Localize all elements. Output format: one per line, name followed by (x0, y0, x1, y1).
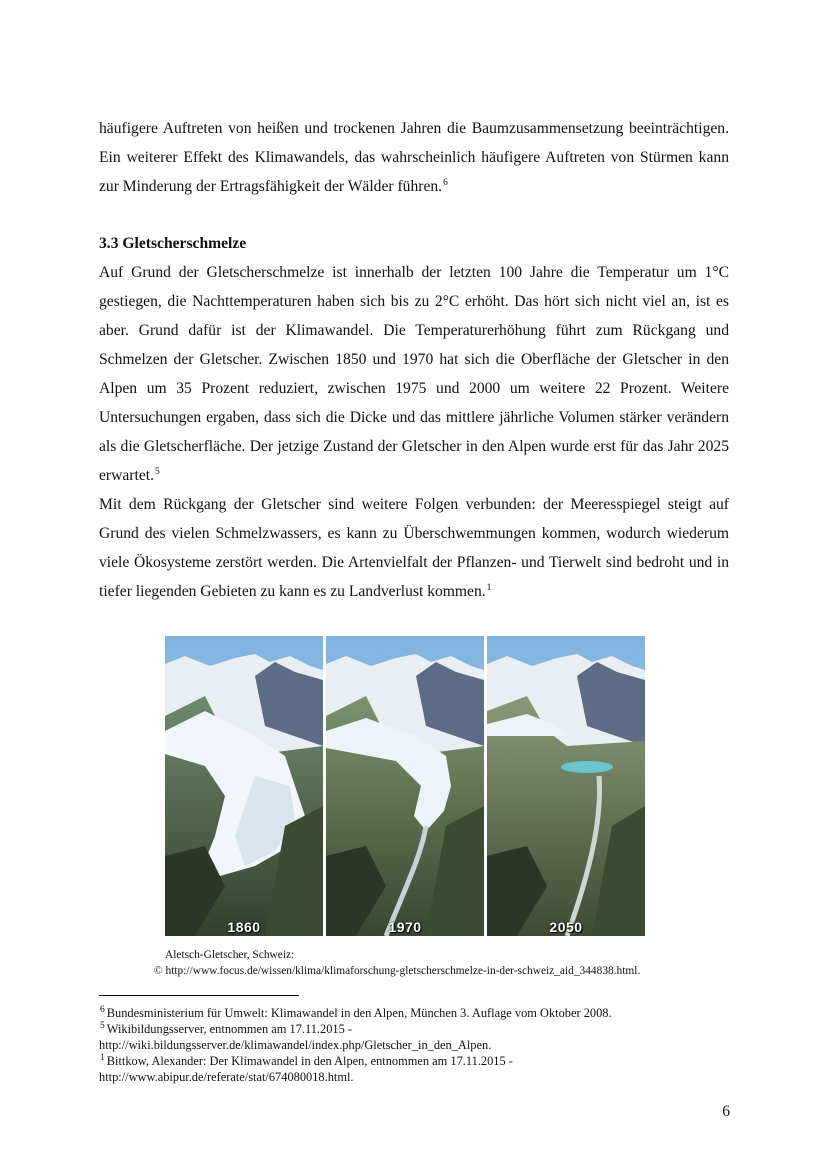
glacier-image-1860 (165, 636, 323, 936)
year-label-2050: 2050 (549, 919, 583, 935)
paragraph-intro: häufigere Auftreten von heißen und trockenen Jahren die Baumzusammensetzung beeinträchtigen. Ein weiterer Effekt des Klimawandels, das wahrscheinlich häufigere Auftreten von Stürmen kann zur Minderung der Ertragsfähigkeit der Wälder führen.$^6$ (99, 120, 729, 195)
footnote-5-url[interactable]: http://wiki.bildungsserver.de/klimawandel/index.php/Gletscher_in_den_Alpen. (99, 1038, 492, 1052)
footnote-ref-1[interactable]: 1 (486, 583, 492, 593)
footnotes (99, 1005, 739, 1085)
footnote-ref-6[interactable]: 6 (443, 178, 448, 188)
page-number: 6 (722, 1103, 730, 1120)
glacier-image-1970 (326, 636, 484, 936)
footnote-6: $^6$ Bundesministerium für Umwelt: Klimawandel in den Alpen, München 3. Auflage vom Oktober 2008. (100, 1005, 612, 1020)
glacier-image-2050 (487, 636, 645, 936)
glacier-panel-2050 (487, 636, 645, 936)
section-heading: 3.3 Gletscherschmelze (99, 235, 247, 252)
glacier-panel-1970 (326, 636, 484, 936)
footnote-1: $^1$ Bittkow, Alexander: Der Klimawandel in den Alpen, entnommen am 17.11.2015 - (100, 1053, 513, 1068)
footnote-1-url[interactable]: http://www.abipur.de/referate/stat/674080018.html. (99, 1070, 354, 1084)
footnote-5: $^5$ Wikibildungsserver, entnommen am 17.11.2015 - (100, 1021, 353, 1036)
section-gletscherschmelze (99, 229, 729, 606)
figure-caption-source[interactable]: © http://www.focus.de/wissen/klima/klimaforschung-gletscherschmelze-in-der-schweiz_aid_344838.html. (154, 965, 641, 977)
paragraph-glacier-melt: Auf Grund der Gletscherschmelze ist innerhalb der letzten 100 Jahre die Temperatur um 1°C gestiegen, die Nachttemperaturen haben sich bis zu 2°C erhöht. Das hört sich nicht viel an, ist es aber. Grund dafür ist der Klimawandel. Die Temperaturerhöhung führt zum Rückgang und Schmelzen der Gletscher. Zwischen 1850 und 1970 hat sich die Oberfläche der Gletscher in den Alpen um 35 Prozent reduziert, zwischen 1975 und 2000 um weitere 22 Prozent. Weitere Untersuchungen ergaben, dass sich die Dicke und das mittlere jährliche Volumen stärker verändern als die Gletscherfläche. Der jetzige Zustand der Gletscher in den Alpen wurde erst für das Jahr 2025 erwartet.$^5$ (99, 264, 729, 484)
figure-caption-title: Aletsch-Gletscher, Schweiz: (165, 949, 295, 961)
year-label-1860: 1860 (227, 919, 261, 935)
glacier-photo-comparison (165, 636, 646, 936)
paragraph-consequences: Mit dem Rückgang der Gletscher sind weitere Folgen verbunden: der Meeresspiegel steigt auf Grund des vielen Schmelzwassers, es kann zu Überschwemmungen kommen, wodurch wiederum viele Ökosysteme zerstört werden. Die Artenvielfalt der Pflanzen- und Tierwelt sind bedroht und in tiefer liegenden Gebieten zu kann es zu Landverlust kommen.$^1$ (99, 496, 729, 600)
year-label-1970: 1970 (388, 919, 422, 935)
footnote-ref-5[interactable]: 5 (154, 467, 160, 477)
glacier-panel-1860 (165, 636, 323, 936)
footnote-separator (99, 995, 299, 996)
